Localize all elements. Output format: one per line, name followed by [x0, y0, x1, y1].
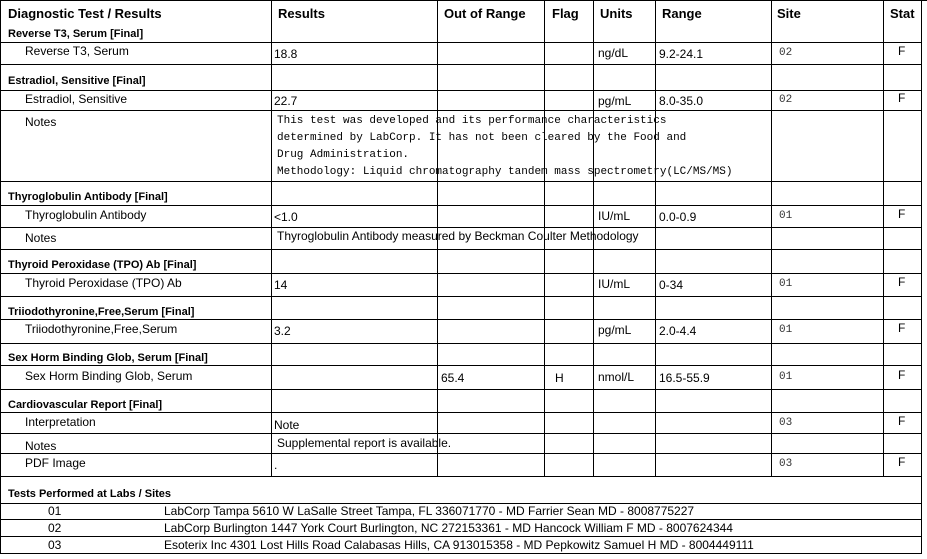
result-value: 18.8 — [274, 47, 298, 61]
site-code: 03 — [779, 458, 793, 470]
group-title-reverse-t3: Reverse T3, Serum [Final] — [8, 28, 144, 40]
test-name: Reverse T3, Serum — [25, 44, 129, 58]
units: IU/mL — [598, 209, 631, 223]
lab-address: LabCorp Tampa 5610 W LaSalle Street Tampa, FL 336071770 - MD Farrier Sean MD - 8008775227 — [164, 504, 695, 518]
notes-label: Notes — [25, 439, 57, 453]
notes-label: Notes — [25, 231, 57, 245]
flag: H — [555, 371, 564, 385]
test-name: Triiodothyronine,Free,Serum — [25, 322, 178, 336]
units: nmol/L — [598, 370, 635, 384]
group-title-tpo: Thyroid Peroxidase (TPO) Ab [Final] — [8, 259, 197, 271]
result-value: . — [274, 458, 278, 472]
group-title-triiodothyronine: Triiodothyronine,Free,Serum [Final] — [8, 306, 195, 318]
status: F — [898, 207, 906, 221]
group-title-thyroglobulin: Thyroglobulin Antibody [Final] — [8, 191, 168, 203]
column-header-flag: Flag — [552, 6, 579, 21]
reference-range: 0.0-0.9 — [659, 210, 697, 224]
group-title-cardiovascular: Cardiovascular Report [Final] — [8, 399, 163, 411]
note-line: determined by LabCorp. It has not been cleared by the Food and — [277, 132, 687, 144]
reference-range: 9.2-24.1 — [659, 47, 704, 61]
note-text: Supplemental report is available. — [277, 436, 452, 450]
test-name: PDF Image — [25, 456, 86, 470]
site-code: 02 — [779, 47, 793, 59]
reference-range: 16.5-55.9 — [659, 371, 710, 385]
lab-code: 02 — [48, 521, 62, 535]
site-code: 03 — [779, 417, 793, 429]
lab-address: Esoterix Inc 4301 Lost Hills Road Calabasas Hills, CA 913015358 - MD Pepkowitz Samuel H MD - 8004449111 — [164, 538, 754, 552]
units: IU/mL — [598, 277, 631, 291]
result-value: Note — [274, 418, 300, 432]
column-header-site: Site — [777, 6, 801, 21]
units: pg/mL — [598, 323, 632, 337]
status: F — [898, 275, 906, 289]
site-code: 01 — [779, 371, 793, 383]
reference-range: 0-34 — [659, 278, 684, 292]
result-value: 22.7 — [274, 94, 298, 108]
test-name: Interpretation — [25, 415, 96, 429]
column-header-units: Units — [600, 6, 633, 21]
site-code: 01 — [779, 278, 793, 290]
note-line: Drug Administration. — [277, 149, 410, 161]
note-line: This test was developed and its performance characteristics — [277, 115, 667, 127]
note-text: Thyroglobulin Antibody measured by Beckman Coulter Methodology — [277, 229, 639, 243]
site-code: 02 — [779, 94, 793, 106]
lab-code: 03 — [48, 538, 62, 552]
test-name: Thyroglobulin Antibody — [25, 208, 147, 222]
lab-code: 01 — [48, 504, 62, 518]
column-header-range: Range — [662, 6, 702, 21]
status: F — [898, 321, 906, 335]
status: F — [898, 455, 906, 469]
group-title-shbg: Sex Horm Binding Glob, Serum [Final] — [8, 352, 208, 364]
status: F — [898, 91, 906, 105]
result-value: <1.0 — [274, 210, 298, 224]
reference-range: 8.0-35.0 — [659, 94, 704, 108]
status: F — [898, 414, 906, 428]
group-title-estradiol: Estradiol, Sensitive [Final] — [8, 75, 146, 87]
status: F — [898, 368, 906, 382]
site-code: 01 — [779, 210, 793, 222]
status: F — [898, 44, 906, 58]
test-name: Thyroid Peroxidase (TPO) Ab — [25, 276, 182, 290]
result-value: 14 — [274, 278, 288, 292]
units: pg/mL — [598, 94, 632, 108]
out-of-range-value: 65.4 — [441, 371, 465, 385]
labs-title: Tests Performed at Labs / Sites — [8, 488, 172, 500]
column-header-results: Results — [278, 6, 325, 21]
note-line: Methodology: Liquid chromatography tandem mass spectrometry(LC/MS/MS) — [277, 166, 733, 178]
units: ng/dL — [598, 46, 629, 60]
result-value: 3.2 — [274, 324, 291, 338]
column-header-stat: Stat — [890, 6, 915, 21]
lab-address: LabCorp Burlington 1447 York Court Burlington, NC 272153361 - MD Hancock William F MD - 8007624344 — [164, 521, 733, 535]
reference-range: 2.0-4.4 — [659, 324, 697, 338]
site-code: 01 — [779, 324, 793, 336]
column-header-test: Diagnostic Test / Results — [8, 6, 162, 21]
test-name: Sex Horm Binding Glob, Serum — [25, 369, 193, 383]
test-name: Estradiol, Sensitive — [25, 92, 128, 106]
notes-label: Notes — [25, 115, 57, 129]
column-header-out-of-range: Out of Range — [444, 6, 526, 21]
